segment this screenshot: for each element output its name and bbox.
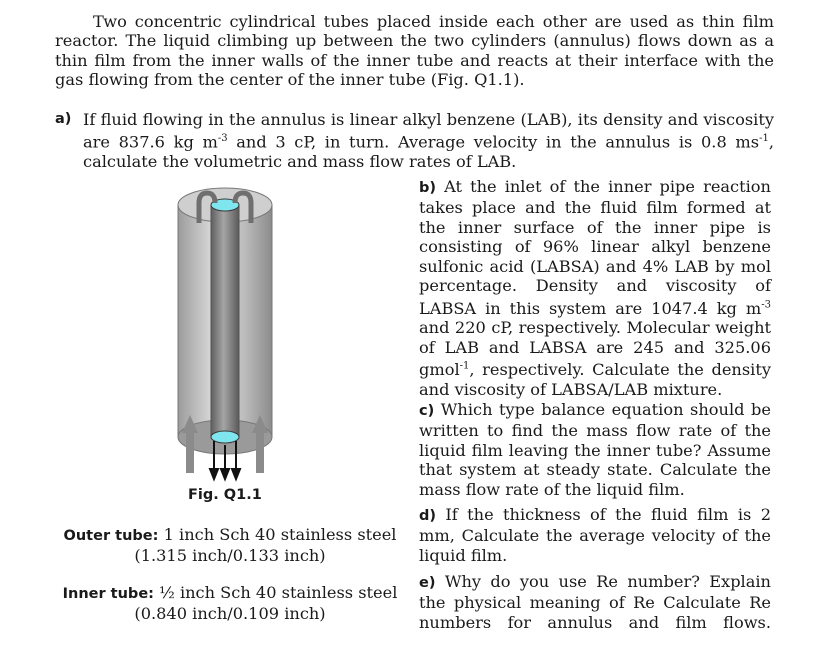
question-a-text: If fluid flowing in the annulus is linear alkyl benzene (LAB), its density and viscosity are 837.6 kg $m^{-3}$ and 3 cP, in turn. Average velocity in the annulus is 0.8 $ms^{-1}$, calculate the volumetric and mass flow rates of LAB. [83, 110, 774, 172]
question-c-label: c) [419, 403, 435, 419]
intro-paragraph: Two concentric cylindrical tubes placed inside each other are used as thin film reactor. The liquid climbing up between the two cylinders (annulus) flows down as a thin film from the inner walls of the inner tube and reacts at their interface with the gas flowing from the center of the inner tube (Fig. Q1.1). [55, 12, 774, 90]
question-c-text: Which type balance equation should be written to find the mass flow rate of the liquid film leaving the inner tube? Assume that system at steady state. Calculate the mass flow rate of the liquid film. [419, 400, 771, 499]
question-b-label: b) [419, 180, 437, 196]
inner-tube-line2: (0.840 inch/0.109 inch) [134, 604, 326, 624]
inner-tube-label: Inner tube: [62, 586, 154, 602]
inner-tube-spec [55, 583, 405, 624]
question-d-text: If the thickness of the fluid film is 2 mm, Calculate the average velocity of the liquid film. [419, 505, 771, 565]
question-d-label: d) [419, 508, 437, 524]
question-c [419, 400, 771, 499]
question-a-label: a) [55, 111, 72, 127]
question-b-text: At the inlet of the inner pipe reaction takes place and the fluid film formed at the inner surface of the inner pipe is consisting of 96% linear alkyl benzene sulfonic acid (LABSA) and 4% LAB by mol percentage. Density and viscosity of LABSA in this system are 1047.4 kg $m^{-3}$ and 220 cP, respectively. Molecular weight of LAB and LABSA are 245 and 325.06 gmol$^{-1}$, respectively. Calculate the density and viscosity of LABSA/LAB mixture. [419, 177, 771, 399]
figure-caption: Fig. Q1.1 [188, 487, 262, 503]
film-flow-arrows [210, 441, 240, 479]
question-e [419, 572, 771, 632]
outer-tube-line1: 1 inch Sch 40 stainless steel [163, 525, 397, 544]
question-d [419, 505, 771, 565]
question-a [55, 110, 774, 172]
inner-tube-line1: ½ inch Sch 40 stainless steel [159, 583, 398, 602]
question-e-text: Why do you use Re number? Explain the physical meaning of Re Calculate Re numbers for annulus and film flows. [419, 572, 771, 632]
question-e-label: e) [419, 575, 436, 591]
concentric-tube-figure [170, 183, 280, 483]
outer-tube-label: Outer tube: [63, 528, 159, 544]
outer-tube-line2: (1.315 inch/0.133 inch) [134, 546, 326, 566]
inner-tube [211, 199, 239, 443]
outer-tube-spec [55, 525, 405, 566]
question-b [419, 177, 771, 399]
